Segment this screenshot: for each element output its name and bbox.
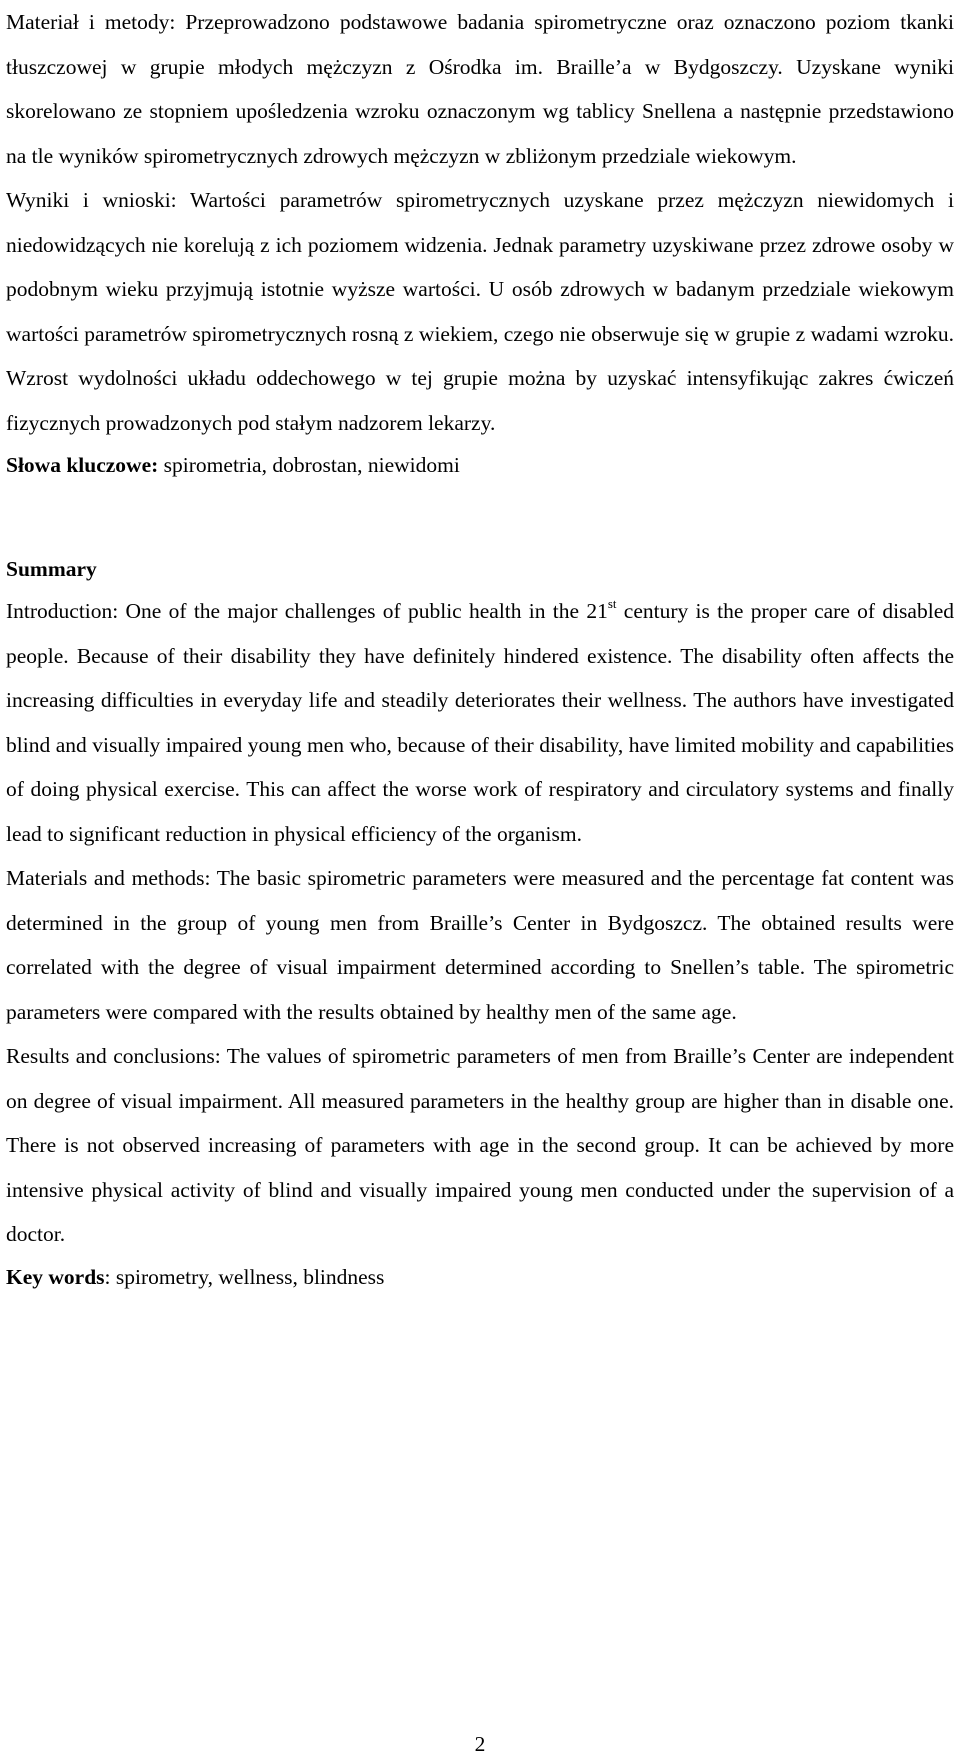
summary-results-paragraph: Results and conclusions: The values of spirometric parameters of men from Braille’s Center are independent on degree of visual impairment. All measured parameters in the healthy group are higher than in disable one. There is not observed increasing of parameters with age in the second group. It can be achieved by more intensive physical activity of blind and visually impaired young men conducted under the supervision of a doctor.: [6, 1044, 954, 1246]
polish-keywords-label: Słowa kluczowe:: [6, 453, 159, 477]
summary-heading: Summary: [6, 557, 97, 581]
summary-keywords-line: [6, 1257, 954, 1297]
introduction-superscript: st: [607, 595, 617, 611]
introduction-text-start: Introduction: One of the major challenges of public health in the 21: [6, 599, 608, 623]
polish-results-paragraph: Wyniki i wnioski: Wartości parametrów spirometrycznych uzyskane przez mężczyzn niewidomych i niedowidzących nie korelują z ich poziomem widzenia. Jednak parametry uzyskiwane przez zdrowe osoby w podobnym wieku przyjmują istotnie wyższe wartości. U osób zdrowych w badanym przedziale wiekowym wartości parametrów spirometrycznych rosną z wiekiem, czego nie obserwuje się w grupie z wadami wzroku. Wzrost wydolności układu oddechowego w tej grupie można by uzyskać intensyfikując zakres ćwiczeń fizycznych prowadzonych pod stałym nadzorem lekarzy.: [6, 188, 954, 435]
introduction-text-rest: century is the proper care of disabled people. Because of their disability they have definitely hindered existence. The disability often affects the increasing difficulties in everyday life and steadily deteriorates their wellness. The authors have investigated blind and visually impaired young men who, because of their disability, have limited mobility and capabilities of doing physical exercise. This can affect the worse work of respiratory and circulatory systems and finally lead to significant reduction in physical efficiency of the organism.: [6, 599, 954, 846]
summary-keywords-label: Key words: [6, 1264, 105, 1289]
summary-keywords-text: : spirometry, wellness, blindness: [104, 1264, 385, 1289]
polish-keywords-text: spirometria, dobrostan, niewidomi: [158, 453, 460, 477]
section-gap: [6, 485, 954, 549]
polish-methods-paragraph: Materiał i metody: Przeprowadzono podstawowe badania spirometryczne oraz oznaczono poziom tkanki tłuszczowej w grupie młodych mężczyzn z Ośrodka im. Braille’a w Bydgoszczy. Uzyskane wyniki skorelowano ze stopniem upośledzenia wzroku oznaczonym wg tablicy Snellena a następnie przedstawiono na tle wyników spirometrycznych zdrowych mężczyzn w zbliżonym przedziale wiekowym.: [6, 10, 954, 168]
polish-keywords-line: [6, 445, 954, 485]
summary-methods-paragraph: Materials and methods: The basic spirometric parameters were measured and the percentage fat content was determined in the group of young men from Braille’s Center in Bydgoszcz. The obtained results were correlated with the degree of visual impairment determined according to Snellen’s table. The spirometric parameters were compared with the results obtained by healthy men of the same age.: [6, 866, 954, 1024]
document-page: [6, 0, 954, 1297]
page-number: 2: [474, 1732, 486, 1756]
summary-introduction-paragraph: [6, 589, 954, 856]
